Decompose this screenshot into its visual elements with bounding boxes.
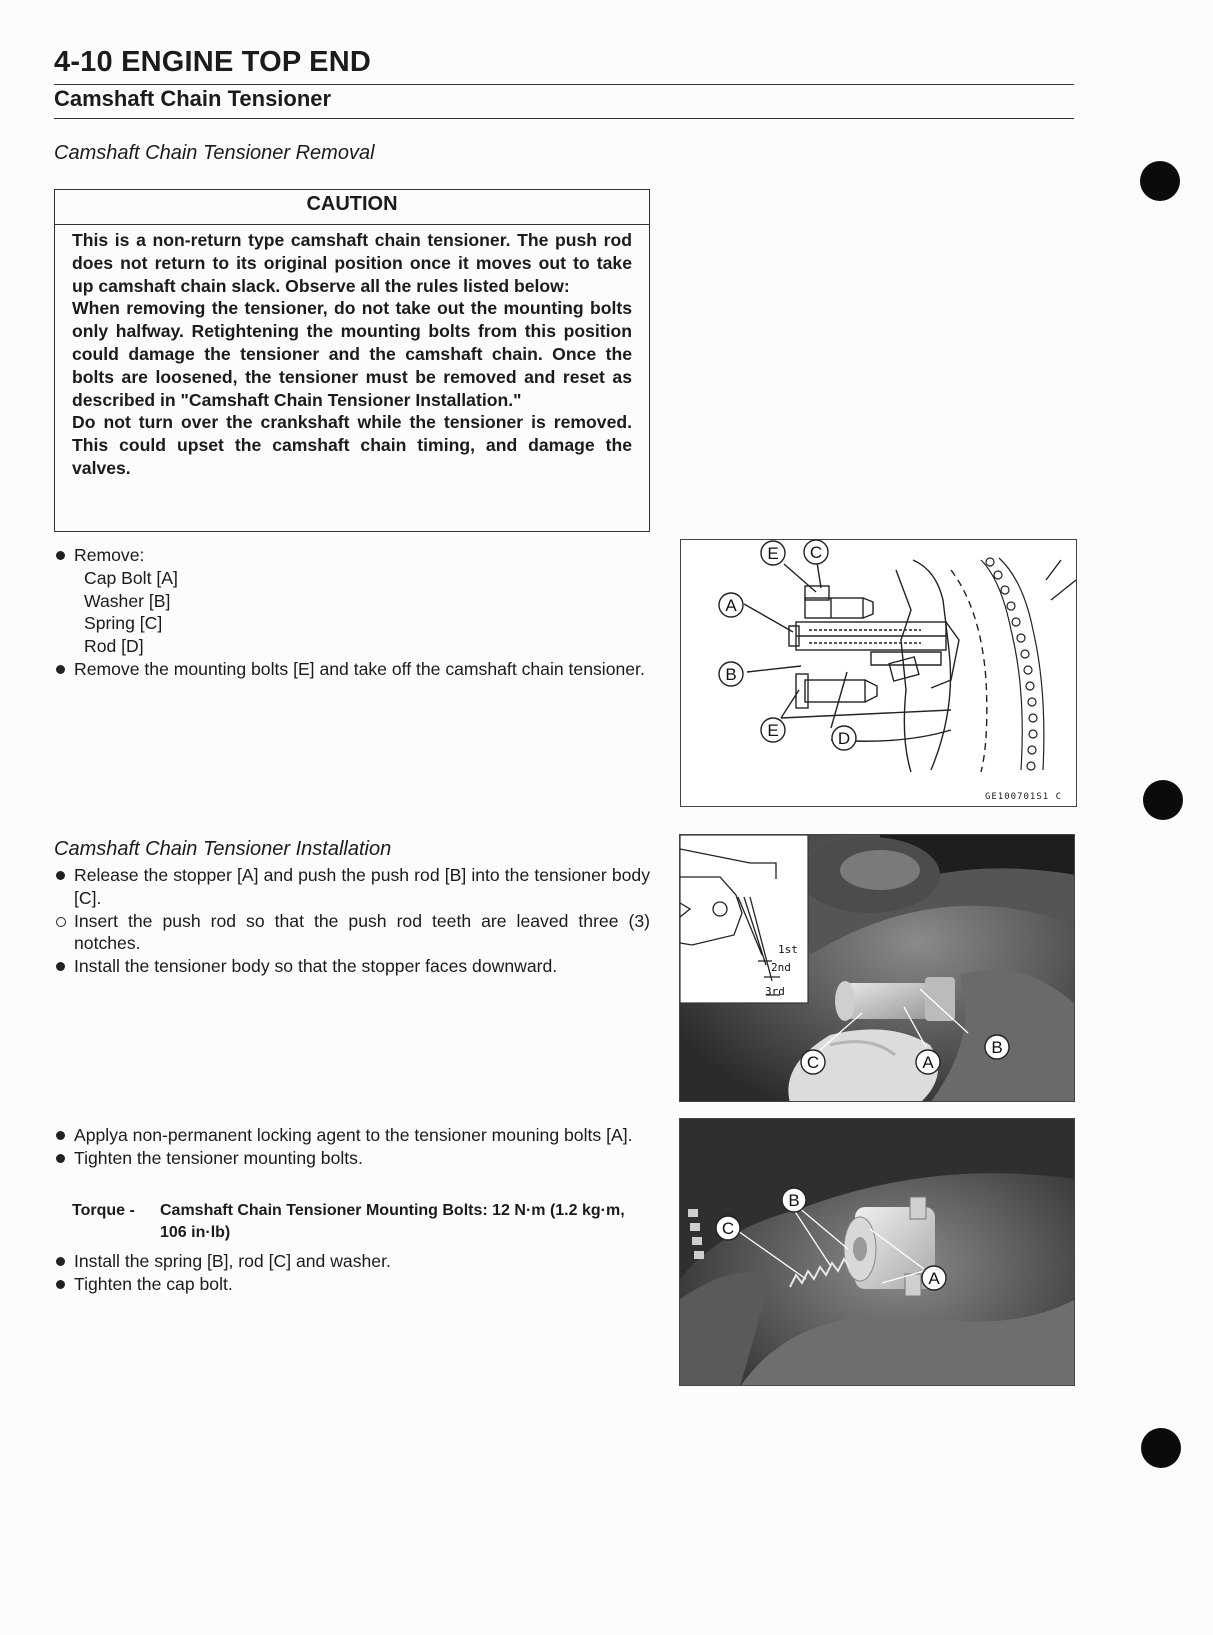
list-item: [54, 1124, 650, 1147]
hollow-bullet-icon: [56, 917, 66, 927]
callout-label: C: [721, 1219, 735, 1238]
header-rule: [54, 84, 1074, 85]
callout-C: [801, 1050, 825, 1074]
binder-hole: [1141, 1428, 1181, 1468]
section-title: Camshaft Chain Tensioner: [54, 86, 332, 111]
list-item: [54, 658, 650, 681]
binder-hole: [1143, 780, 1183, 820]
chapter-title: 4-10 ENGINE TOP END: [54, 46, 371, 78]
callout-label: C: [806, 1053, 820, 1072]
step-text: Insert the push rod so that the push rod teeth are leaved three (3) notches.: [74, 910, 650, 954]
callout-label: A: [725, 596, 737, 615]
notch-label: 1st: [778, 943, 798, 956]
bullet-icon: [56, 1131, 65, 1140]
list-item: [54, 864, 650, 910]
figure-code: GE100701S1 C: [984, 792, 1062, 802]
removal-steps: [54, 544, 650, 681]
list-item: [54, 1273, 650, 1296]
installation-heading: Camshaft Chain Tensioner Installation: [54, 838, 392, 860]
final-steps: [54, 1250, 650, 1296]
bullet-icon: [56, 1280, 65, 1289]
list-item: [54, 544, 650, 567]
callout-B: [782, 1188, 806, 1212]
callout-label: E: [767, 721, 779, 740]
part-item: Cap Bolt [A]: [84, 567, 178, 588]
part-item: Rod [D]: [84, 636, 144, 657]
callout-C: [804, 540, 828, 564]
step-text: Tighten the tensioner mounting bolts.: [74, 1147, 363, 1168]
installation-steps: [54, 864, 650, 978]
tensioner-diagram: [680, 539, 1077, 807]
callout-D: [832, 726, 856, 750]
tensioner-drawing: [681, 540, 1077, 807]
caution-paragraph: When removing the tensioner, do not take out the mounting bolts only halfway. Retightening the mounting bolts from this position could damage the tensioner and the camshaft chain. Once the bolts are loosened, the tensioner must be removed and reset as described in "Camshaft Chain Tensioner Installation.": [72, 298, 632, 410]
removal-heading: Camshaft Chain Tensioner Removal: [54, 142, 375, 164]
step-text: Release the stopper [A] and push the push rod [B] into the tensioner body [C].: [74, 865, 650, 908]
remove-label: Remove:: [74, 545, 145, 565]
callout-C: [716, 1216, 740, 1240]
caution-paragraph: Do not turn over the crankshaft while the tensioner is removed. This could upset the camshaft chain timing, and damage the valves.: [72, 412, 632, 478]
callout-label: E: [767, 544, 779, 563]
step-text: Tighten the cap bolt.: [74, 1273, 233, 1294]
list-item: [54, 1250, 650, 1273]
callout-label: A: [928, 1269, 940, 1288]
caution-box: [54, 189, 650, 532]
notch-label: 3rd: [765, 985, 785, 998]
torque-label: Torque -: [72, 1202, 135, 1219]
step-text: Install the spring [B], rod [C] and washer.: [74, 1251, 391, 1271]
bullet-icon: [56, 962, 65, 971]
torque-value: Camshaft Chain Tensioner Mounting Bolts: 12 N·m (1.2 kg·m, 106 in·lb): [160, 1202, 625, 1241]
callout-label: B: [788, 1191, 800, 1210]
step-text: Install the tensioner body so that the stopper faces downward.: [74, 956, 558, 977]
list-item: [54, 955, 650, 978]
notch-label: 2nd: [771, 961, 791, 974]
callout-B: [985, 1035, 1009, 1059]
bullet-icon: [56, 1154, 65, 1163]
caution-text: [72, 229, 632, 480]
tensioner-photo-1: [679, 834, 1075, 1102]
part-item: Spring [C]: [84, 613, 163, 634]
bullet-icon: [56, 1257, 65, 1266]
bullet-icon: [56, 871, 65, 880]
tensioner-photo-2: [679, 1118, 1075, 1386]
callout-label: A: [922, 1053, 934, 1072]
bolt-steps: [54, 1124, 650, 1170]
callout-A: [719, 593, 743, 617]
section-rule: [54, 118, 1074, 119]
callout-B: [719, 662, 743, 686]
caution-paragraph: This is a non-return type camshaft chain tensioner. The push rod does not return to its original position once it moves out to take up camshaft chain slack. Observe all the rules listed below:: [72, 230, 632, 296]
binder-hole: [1140, 161, 1180, 201]
bullet-icon: [56, 665, 65, 674]
callout-label: B: [725, 665, 737, 684]
callout-A: [922, 1266, 946, 1290]
callout-E: [761, 718, 785, 742]
caution-title: CAUTION: [306, 193, 398, 215]
photo-1-image: [680, 835, 1075, 1102]
photo-2-image: [680, 1119, 1075, 1386]
list-item: [54, 1147, 650, 1170]
callout-E: [761, 541, 785, 565]
callout-label: D: [837, 729, 851, 748]
part-item: Washer [B]: [84, 590, 171, 611]
callout-label: C: [809, 543, 823, 562]
step-text: Applya non-permanent locking agent to the tensioner mouning bolts [A].: [74, 1125, 633, 1145]
list-item: [54, 910, 650, 956]
callout-A: [916, 1050, 940, 1074]
step-text: Remove the mounting bolts [E] and take off the camshaft chain tensioner.: [74, 658, 645, 679]
caution-divider: [55, 224, 649, 225]
callout-label: B: [991, 1038, 1003, 1057]
bullet-icon: [56, 551, 65, 560]
